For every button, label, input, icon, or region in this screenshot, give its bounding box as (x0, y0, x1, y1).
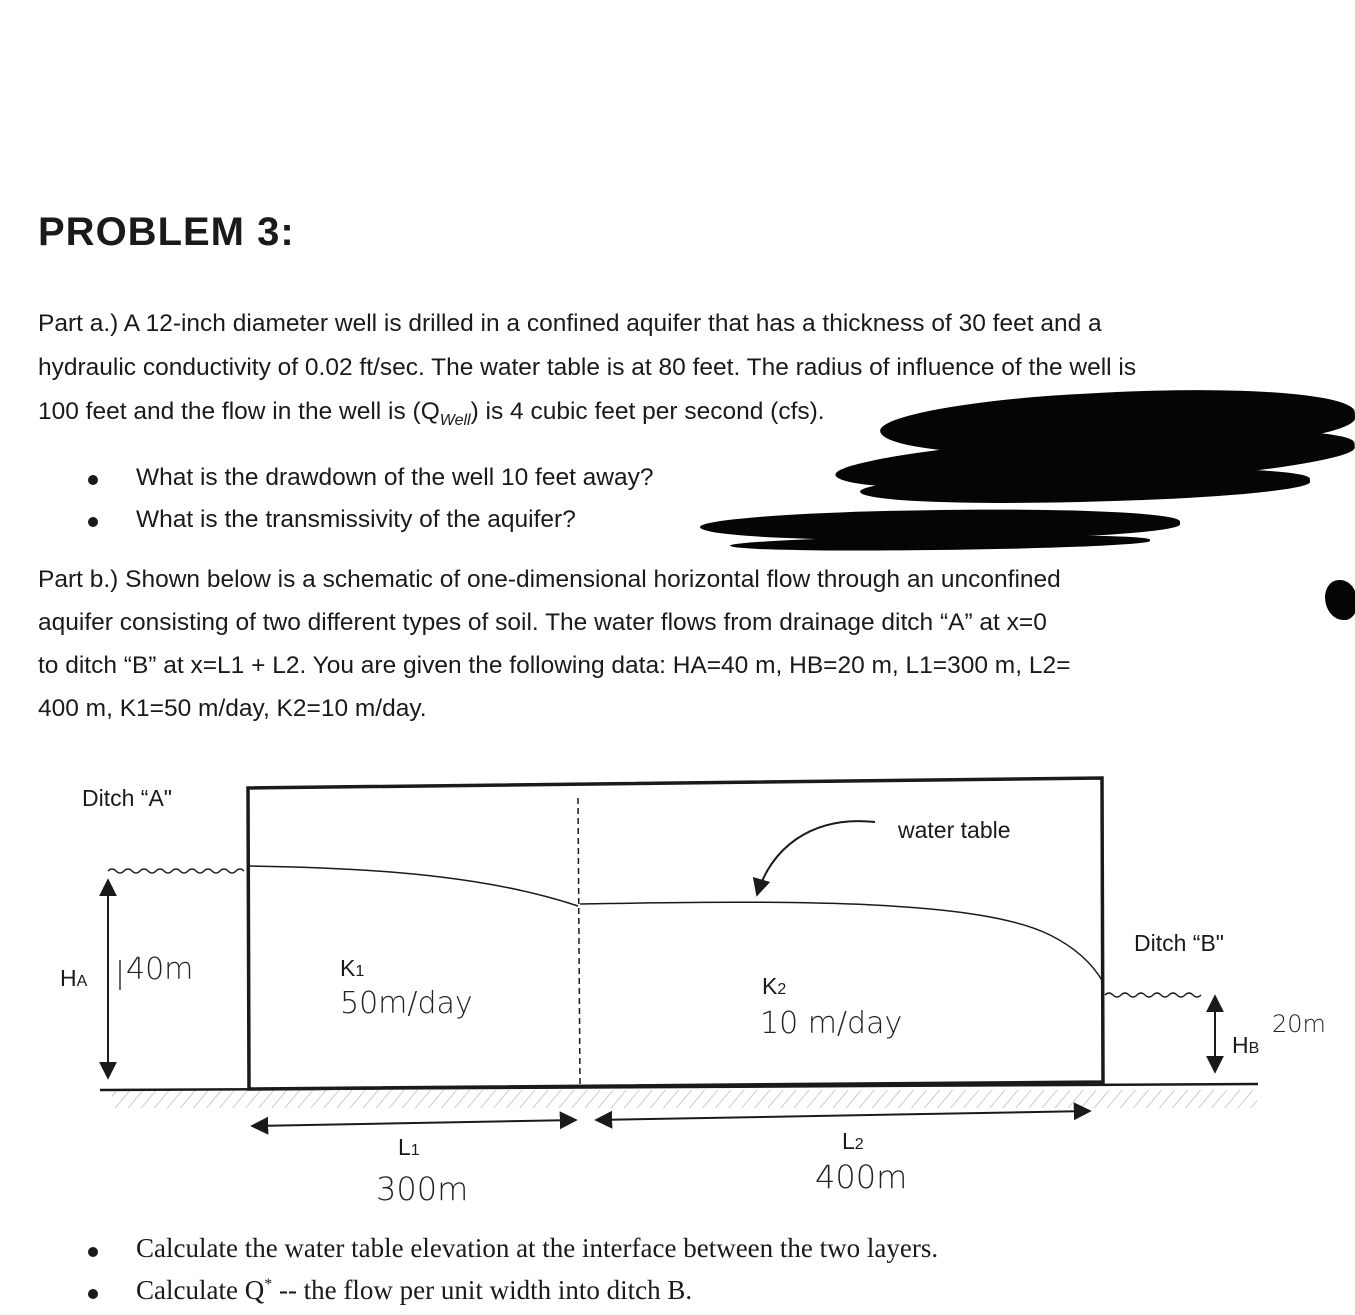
part-b-line-3: to ditch “B” at x=L1 + L2. You are given the following data: HA=40 m, HB=20 m, L1=300 m, L2= (38, 652, 1071, 679)
ditch-b-water-surface (1105, 993, 1201, 997)
question-text: What is the drawdown of the well 10 feet away? (136, 464, 654, 491)
ha-subscript: A (76, 973, 88, 990)
problem-title: PROBLEM 3: (38, 210, 295, 254)
ground-hatching (112, 1090, 1257, 1108)
l1-letter: L (398, 1134, 411, 1160)
l2-letter: L (842, 1128, 855, 1154)
k1-label (340, 955, 364, 982)
k2-subscript: 2 (777, 981, 787, 998)
ditch-b-label: Ditch “B" (1134, 930, 1224, 956)
l2-arrow (596, 1111, 1090, 1120)
k2-handwritten-value: 10 m/day (760, 1006, 903, 1041)
l1-arrow (252, 1120, 576, 1126)
q-star-rest: -- the flow per unit width into ditch B. (272, 1275, 693, 1305)
l2-handwritten-value: 400m (815, 1158, 908, 1196)
ha-letter: H (60, 965, 77, 991)
k1-subscript: 1 (355, 963, 365, 980)
ditch-a-label: Ditch “A" (82, 785, 172, 811)
part-a-line-1: Part a.) A 12-inch diameter well is drilled in a confined aquifer that has a thickness of 30 feet and a (38, 310, 1102, 337)
hb-handwritten-value: 20m (1272, 1010, 1326, 1038)
hb-label (1232, 1032, 1259, 1059)
hb-letter: H (1232, 1032, 1249, 1058)
water-table-curve-1 (248, 866, 578, 906)
ha-handwritten-value: 40m (126, 952, 194, 987)
bullet-icon (88, 1247, 98, 1257)
l2-label (842, 1128, 864, 1155)
ditch-a-water-surface (108, 869, 244, 873)
question-text: Calculate the water table elevation at the interface between the two layers. (136, 1233, 939, 1263)
part-b-line-1: Part b.) Shown below is a schematic of one-dimensional horizontal flow through an unconfined (38, 566, 1061, 593)
k1-letter: K (340, 955, 356, 981)
part-a-line-3-start: 100 feet and the flow in the well is (Q (38, 398, 440, 425)
l1-handwritten-value: 300m (376, 1170, 469, 1208)
water-table-pointer-arrow (757, 821, 875, 895)
q-star-superscript: * (264, 1276, 273, 1293)
k2-label (762, 973, 786, 1000)
ha-label (60, 965, 87, 992)
water-table-curve-2 (580, 902, 1103, 982)
q-well-subscript: Well (439, 411, 471, 429)
l1-label (398, 1134, 420, 1161)
k1-handwritten-value: 50m/day (340, 986, 473, 1021)
part-b-line-4: 400 m, K1=50 m/day, K2=10 m/day. (38, 695, 427, 722)
bullet-icon (88, 1289, 98, 1299)
l1-subscript: 1 (410, 1142, 420, 1159)
part-a-line-3-end: ) is 4 cubic feet per second (cfs). (470, 398, 825, 425)
k2-letter: K (762, 973, 778, 999)
water-table-label: water table (898, 817, 1011, 843)
question-text (136, 1275, 692, 1306)
l2-subscript: 2 (854, 1136, 864, 1153)
q-star-text: Calculate Q (136, 1275, 265, 1305)
hb-subscript: B (1248, 1040, 1260, 1057)
part-a-line-2: hydraulic conductivity of 0.02 ft/sec. The water table is at 80 feet. The radius of influence of the well is (38, 354, 1137, 381)
layer-interface-line (578, 798, 580, 1087)
question-text: What is the transmissivity of the aquifer? (136, 506, 576, 533)
part-b-line-2: aquifer consisting of two different types of soil. The water flows from drainage ditch “A” at x=0 (38, 609, 1047, 636)
